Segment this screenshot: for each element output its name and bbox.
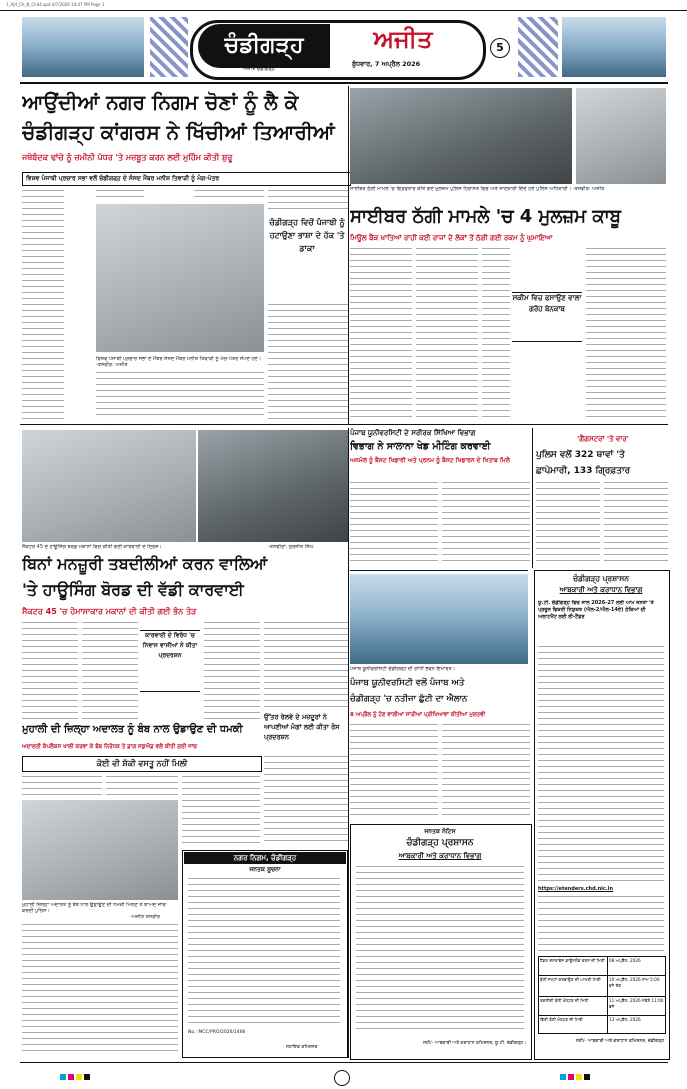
cmyk-swatch [68, 1074, 74, 1080]
story1-body-col1 [22, 190, 64, 420]
story2-inset: ਸਕੀਮ ਵਿਚ ਫਸਾਉਣ ਵਾਲਾ ਗਰੋਹ ਬੇਨਕਾਬ [512, 292, 582, 342]
notice-public-title: ਚੰਡੀਗੜ੍ਹ ਪ੍ਰਸ਼ਾਸਨ [406, 838, 474, 848]
story1-subhead: ਜਥੇਬੰਦਕ ਢਾਂਚੇ ਨੂੰ ਜ਼ਮੀਨੀ ਪੱਧਰ 'ਤੇ ਮਜ਼ਬੂਤ ਕਰਨ ਲਈ ਮੁਹਿੰਮ ਕੀਤੀ ਸ਼ੁਰੂ [22, 153, 233, 162]
table-cell-value: 08 ਅਪ੍ਰੈਲ, 2026 [609, 958, 641, 963]
story2-photo-accused [350, 88, 572, 184]
story5-body-col2 [82, 622, 138, 720]
story6-headline: ਮੁਹਾਲੀ ਦੀ ਜ਼ਿਲ੍ਹਾ ਅਦਾਲਤ ਨੂੰ ਬੰਬ ਨਾਲ ਉਡਾਉਣ ਦੀ ਧਮਕੀ [22, 724, 243, 735]
story5-photo-caption-right: -ਤਸਵੀਰਾਂ: ਸੁਰਜੀਤ ਸਿੰਘ [268, 544, 314, 550]
cmyk-swatch [84, 1074, 90, 1080]
story5-body-col3 [204, 622, 260, 720]
table-cell-label: ਟੈਂਡਰ ਦਸਤਾਵੇਜ਼ ਡਾਊਨਲੋਡ ਕਰਨ ਦੀ ਮਿਤੀ [539, 957, 608, 975]
column-rule-1 [348, 86, 349, 424]
story6-photo-caption: ਮੁਹਾਲੀ ਜ਼ਿਲ੍ਹਾ ਅਦਾਲਤ ਨੂੰ ਬੰਬ ਨਾਲ ਉਡਾਉਣ ਦੀ ਧਮਕੀ ਮਿਲਣ ਤੋਂ ਬਾਅਦ ਜਾਂਚ ਕਰਦੀ ਪੁਲਿਸ। [22, 902, 166, 914]
notice-public-body [356, 866, 524, 1034]
story1-body-col5 [268, 190, 348, 212]
table-row [539, 957, 665, 976]
story3-body-col1 [350, 482, 438, 566]
story1-headline-line1: ਆਉਂਦੀਆਂ ਨਗਰ ਨਿਗਮ ਚੋਣਾਂ ਨੂੰ ਲੈ ਕੇ [22, 90, 299, 114]
story4-kicker: 'ਗੈਂਗਸਟਰਾਂ 'ਤੇ ਵਾਰ' [577, 435, 629, 443]
story5-photo-right [198, 430, 348, 542]
cmyk-swatch [76, 1074, 82, 1080]
story5-body-col4 [264, 622, 348, 710]
story5-headline-line2: 'ਤੇ ਹਾਊਸਿੰਗ ਬੋਰਡ ਦੀ ਵੱਡੀ ਕਾਰਵਾਈ [22, 580, 244, 599]
masthead-rule [20, 82, 668, 84]
table-cell-value: 11 ਅਪ੍ਰੈਲ, 2026 ਸਵੇਰੇ 11:00 ਵਜੇ [609, 998, 664, 1009]
story4-body-col1 [536, 482, 600, 566]
story3-headline: ਵਿਭਾਗ ਨੇ ਸਾਲਾਨਾ ਖੇਡ ਮੀਟਿੰਗ ਕਰਵਾਈ [350, 441, 491, 452]
story1-body-col2 [96, 190, 144, 202]
story6-body-col4 [22, 924, 178, 1052]
table-row [539, 997, 665, 1016]
story5-inset: ਕਾਰਵਾਈ ਦੇ ਵਿਰੋਧ 'ਚ ਨਿਵਾਸ ਵਾਸੀਆਂ ਨੇ ਕੀਤਾ ਪ੍ਰਦਰਸ਼ਨ [140, 630, 200, 692]
story1-headline-line2: ਚੰਡੀਗੜ੍ਹ ਕਾਂਗਰਸ ਨੇ ਖਿੱਚੀਆਂ ਤਿਆਰੀਆਂ [22, 120, 335, 144]
story6-photo [22, 800, 178, 900]
notice-municipal-ref: No.: MCC/PRO/2026/1466 [188, 1030, 246, 1035]
story8-subhead: 8 ਅਪ੍ਰੈਲ ਨੂੰ ਹੋਣ ਵਾਲੀਆਂ ਸਾਰੀਆਂ ਪ੍ਰੀਖਿਆਵਾਂ ਕੀਤੀਆਂ ਮੁਲਤਵੀ [350, 712, 486, 718]
notice-excise-subtitle: ਆਬਕਾਰੀ ਅਤੇ ਕਰਾਧਾਨ ਵਿਭਾਗ [559, 586, 643, 594]
story3-subhead: ਅਨਮੋਲ ਨੂੰ ਬੈਸਟ ਖਿਡਾਰੀ ਅਤੇ ਪ੍ਰਨਮ ਨੂੰ ਬੈਸਟ ਖਿਡਾਰਨ ਦੇ ਖਿਤਾਬ ਮਿਲੇ [350, 457, 510, 464]
notice-municipal-body [188, 878, 340, 1028]
masthead-title-part2: ਅਜੀਤ [373, 25, 433, 53]
story8-body-col2 [442, 724, 530, 818]
story5-photo-caption-left: ਸੈਕਟਰ 45 ਦੇ ਹਾਊਸਿੰਗ ਬੋਰਡ ਮਕਾਨਾਂ ਵਿਚ ਕੀਤੀ ਗਈ ਕਾਰਵਾਈ ਦੇ ਦ੍ਰਿਸ਼। [22, 544, 162, 550]
story4-body-col2 [604, 482, 668, 566]
notice-public-subtitle: ਆਬਕਾਰੀ ਅਤੇ ਕਰਾਧਾਨ ਵਿਭਾਗ [398, 852, 482, 860]
story5-subhead: ਸੈਕਟਰ 45 'ਚ ਹੋਮਾਸਾਕਾਰ ਮਕਾਨਾਂ ਦੀ ਕੀਤੀ ਗਈ ਭੰਨ ਤੋੜ [22, 607, 197, 616]
story7-body [264, 756, 348, 846]
top-rule [0, 10, 687, 11]
story1-boxed-head: ਵਿਸ਼ਵ ਪੰਜਾਬੀ ਪ੍ਰਚਾਰ ਸਭਾ ਵਲੋਂ ਚੰਡੀਗੜ੍ਹ ਦੇ ਸੰਸਦ ਮੈਂਬਰ ਮਨੀਸ਼ ਤਿਵਾੜੀ ਨੂੰ ਮੰਗ-ਪੱਤਰ [22, 172, 351, 186]
cmyk-swatch [568, 1074, 574, 1080]
table-cell-label: ਬੋਲੀ ਜਮ੍ਹਾਂ ਕਰਵਾਉਣ ਦੀ ਆਖਰੀ ਮਿਤੀ [539, 976, 608, 996]
story6-subhead: ਅਦਾਲਤੀ ਕੰਪਲੈਕਸ ਖਾਲੀ ਕਰਵਾ ਕੇ ਬੰਬ ਨਿਰੋਧਕ ਤੇ ਡਾਗ ਸਕੁਐਡ ਵਲੋਂ ਕੀਤੀ ਗਈ ਜਾਂਚ [22, 744, 197, 750]
notice-municipal-subtitle: ਜਨਤਕ ਸੂਚਨਾ [249, 866, 281, 873]
notice-public-label: ਜਨਤਕ ਨੋਟਿਸ [424, 828, 456, 835]
story8-body-col1 [350, 724, 438, 818]
story2-photo-caption: ਸਾਈਬਰ ਠੱਗੀ ਮਾਮਲੇ 'ਚ ਗ੍ਰਿਫ਼ਤਾਰ ਕੀਤੇ ਗਏ ਮੁਲਜ਼ਮ ਪੁਲਿਸ ਹਿਰਾਸਤ ਵਿਚ ਅਤੇ ਜਾਣਕਾਰੀ ਦਿੰਦੇ ਹੋਏ ਪੁਲਿਸ ਅਧਿਕਾਰੀ। -ਤਸਵੀਰ: ਅਜੀਤ [350, 186, 605, 192]
story5-body-col1 [22, 622, 78, 720]
notice-municipal-sign: ਸਹਾਇਕ ਕਮਿਸ਼ਨਰ [286, 1045, 318, 1050]
bottom-rule [20, 1062, 668, 1063]
story4-headline-line2: ਛਾਪੇਮਾਰੀ, 133 ਗ੍ਰਿਫ਼ਤਾਰ [536, 466, 631, 476]
table-cell-label: ਤਕਨੀਕੀ ਬੋਲੀ ਖੋਲ੍ਹਣ ਦੀ ਮਿਤੀ [539, 997, 608, 1015]
story6-body-col3 [182, 776, 260, 848]
story5-photo-left [22, 430, 196, 542]
story2-subhead: ਮਿਊਲ ਬੈਂਕ ਖਾਤਿਆਂ ਰਾਹੀਂ ਕਈ ਰਾਜਾਂ ਦੇ ਲੋਕਾਂ ਤੋਂ ਠੱਗੀ ਗਈ ਰਕਮ ਨੂੰ ਘੁਮਾਇਆ [350, 234, 553, 242]
cmyk-swatch [576, 1074, 582, 1080]
notice-excise-title: ਚੰਡੀਗੜ੍ਹ ਪ੍ਰਸ਼ਾਸਨ [573, 574, 629, 583]
notice-municipal-title: ਨਗਰ ਨਿਗਮ, ਚੰਡੀਗੜ੍ਹ [184, 852, 346, 864]
story8-headline-line1: ਪੰਜਾਬ ਯੂਨੀਵਰਸਿਟੀ ਵਲੋਂ ਪੰਜਾਬ ਅਤੇ [350, 678, 465, 688]
masthead-photo-right [562, 17, 666, 77]
registration-mark-icon [334, 1070, 350, 1086]
story8-photo [350, 574, 528, 664]
notice-excise-website[interactable]: https://etenders.chd.nic.in [538, 886, 614, 892]
story8-photo-caption: ਪੰਜਾਬ ਯੂਨੀਵਰਸਿਟੀ ਚੰਡੀਗੜ੍ਹ ਦੀ ਗਾਂਧੀ ਭਵਨ ਇਮਾਰਤ। [350, 666, 456, 672]
story2-body-col3 [482, 248, 510, 420]
story2-body-col2 [416, 248, 478, 420]
table-cell-value: 10 ਅਪ੍ਰੈਲ, 2026 ਸ਼ਾਮ 5:00 ਵਜੇ ਤੱਕ [609, 977, 660, 988]
notice-excise-body [538, 646, 664, 882]
cmyk-swatch [584, 1074, 590, 1080]
notice-excise-table [538, 956, 666, 1034]
masthead-title-part1: ਚੰਡੀਗੜ੍ਹ [198, 24, 330, 68]
column-rule-3 [532, 428, 533, 568]
masthead-subtitle: ਅਜੀਤ ਚੰਡੀਗੜ੍ਹ [243, 66, 275, 72]
story1-body-col4 [96, 372, 264, 420]
story3-body-col2 [442, 482, 530, 566]
notice-excise-sign: ਸਹੀ/- ਆਬਕਾਰੀ ਅਤੇ ਕਰਾਧਾਨ ਕਮਿਸ਼ਨਰ, ਚੰਡੀਗੜ੍ਹ [575, 1039, 664, 1044]
story2-body-col1 [350, 248, 412, 420]
notice-excise-body-2 [538, 896, 664, 952]
masthead-photo-left [22, 17, 144, 77]
story1-body-col6 [268, 304, 348, 420]
print-slug: 1_Ajit_Ch_N_Chd4.qxd 4/7/2026 10:47 PM Page 1 [6, 2, 105, 7]
mid-rule-1 [20, 424, 668, 425]
story2-photo-officer [576, 88, 666, 184]
masthead-date: ਬੁੱਧਵਾਰ, 7 ਅਪ੍ਰੈਲ 2026 [352, 60, 421, 68]
story2-body-col4 [586, 248, 666, 420]
story3-kicker: ਪੰਜਾਬ ਯੂਨੀਵਰਸਿਟੀ ਦੇ ਸਰੀਰਕ ਸਿੱਖਿਆ ਵਿਭਾਗ [350, 429, 476, 437]
story4-headline-line1: ਪੁਲਿਸ ਵਲੋਂ 322 ਥਾਵਾਂ 'ਤੇ [536, 450, 625, 460]
masthead-pattern-left [150, 17, 188, 77]
cmyk-swatch [60, 1074, 66, 1080]
story8-headline-line2: ਚੰਡੀਗੜ੍ਹ 'ਚ ਨਤੀਜਾ ਛੁੱਟੀ ਦਾ ਐਲਾਨ [350, 694, 468, 704]
notice-excise-intro: ਯੂ.ਟੀ. ਚੰਡੀਗੜ੍ਹ ਵਿਚ ਸਾਲ 2026-27 ਲਈ ਆਮ ਜਨਤਾ 'ਤੇ ਪ੍ਰਚੂਨ ਵਿਕਰੀ ਨਿਯੁਕਤ (ਐਲ-2/ਐਲ-14ਏ) ਠੇਕਿਆਂ ਦੀ ਅਲਾਟਮੈਂਟ ਲਈ ਈ-ਟੈਂਡਰ [538, 600, 654, 620]
story6-photo-credit: -ਅਜੀਤ ਤਸਵੀਰ [130, 914, 160, 920]
column-rule-2 [348, 428, 349, 1058]
story1-photo-caption: ਵਿਸ਼ਵ ਪੰਜਾਬੀ ਪ੍ਰਚਾਰ ਸਭਾ ਦੇ ਮੈਂਬਰ ਸੰਸਦ ਮੈਂਬਰ ਮਨੀਸ਼ ਤਿਵਾੜੀ ਨੂੰ ਮੰਗ-ਪੱਤਰ ਸੌਂਪਦੇ ਹੋਏ। -ਤਸਵੀਰ: ਅਜੀਤ [96, 356, 262, 368]
story6-boxed: ਕੋਈ ਵੀ ਸ਼ੱਕੀ ਵਸਤੂ ਨਹੀਂ ਮਿਲੀ [22, 756, 262, 772]
page-number-badge: 5 [490, 38, 510, 58]
table-cell-value: 13 ਅਪ੍ਰੈਲ, 2026 [609, 1017, 641, 1022]
story2-headline: ਸਾਈਬਰ ਠੱਗੀ ਮਾਮਲੇ 'ਚ 4 ਮੁਲਜ਼ਮ ਕਾਬੂ [350, 206, 622, 227]
masthead-pattern-right [518, 17, 558, 77]
table-cell-label: ਵਿੱਤੀ ਬੋਲੀ ਖੋਲ੍ਹਣ ਦੀ ਮਿਤੀ [539, 1016, 608, 1033]
cmyk-swatch [560, 1074, 566, 1080]
story1-side-head: ਚੰਡੀਗੜ੍ਹ ਵਿਚੋਂ ਪੰਜਾਬੀ ਨੂੰ ਹਟਾਉਣਾ ਭਾਸ਼ਾ ਦੇ ਹੱਕ 'ਤੇ ਡਾਕਾ [269, 218, 345, 253]
table-row [539, 976, 665, 997]
story7-headline: ਉੱਤਰ ਰੇਲਵੇ ਦੇ ਮਜ਼ਦੂਰਾਂ ਨੇ ਆਪਣੀਆਂ ਮੰਗਾਂ ਲਈ ਕੀਤਾ ਰੋਸ ਪ੍ਰਦਰਸ਼ਨ [264, 713, 340, 741]
story1-photo [96, 204, 264, 352]
table-row [539, 1016, 665, 1033]
story5-headline-line1: ਬਿਨਾਂ ਮਨਜ਼ੂਰੀ ਤਬਦੀਲੀਆਂ ਕਰਨ ਵਾਲਿਆਂ [22, 554, 268, 573]
mid-rule-2 [350, 570, 528, 571]
story1-body-col3 [194, 190, 264, 202]
notice-public-sign: ਸਹੀ/- ਆਬਕਾਰੀ ਅਤੇ ਕਰਾਧਾਨ ਕਮਿਸ਼ਨਰ, ਯੂ.ਟੀ. ਚੰਡੀਗੜ੍ਹ। [423, 1041, 526, 1046]
